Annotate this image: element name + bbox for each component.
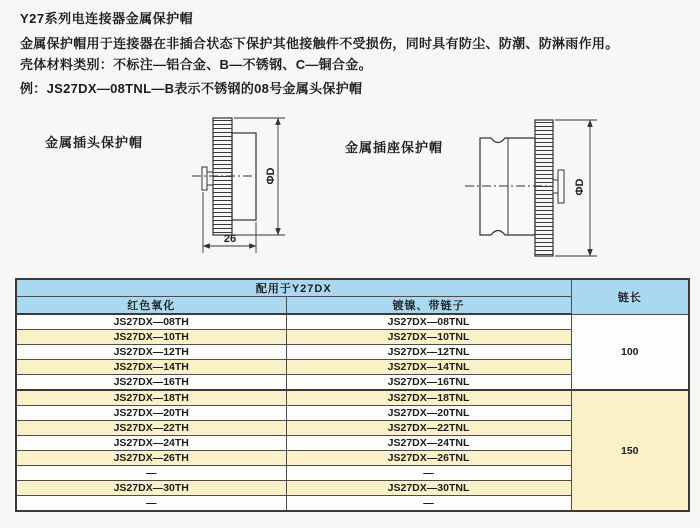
col-header-nickel-chain: 镀镍、带链子 (286, 297, 571, 315)
socket-diameter-dim: ΦD (574, 178, 586, 196)
plug-pin-head (202, 167, 207, 190)
plug-cap-drawing (190, 108, 300, 263)
table-row (16, 390, 689, 406)
plug-cap-label: 金属插头保护帽 (45, 135, 144, 150)
model-red: JS27DX—10TH (16, 330, 286, 345)
page-title: Y27系列电连接器金属保护帽 (20, 11, 194, 26)
socket-pin-head (558, 170, 564, 203)
model-nickel: JS27DX—14TNL (286, 360, 571, 375)
socket-knurl-ring (535, 120, 553, 256)
plug-diameter-dim: ΦD (265, 167, 277, 185)
model-nickel: JS27DX—24TNL (286, 436, 571, 451)
col-header-red-oxide: 红色氧化 (16, 297, 286, 315)
plug-pin-stem (207, 172, 213, 185)
model-nickel: JS27DX—20TNL (286, 406, 571, 421)
model-red: JS27DX—22TH (16, 421, 286, 436)
socket-pin-stem (553, 180, 558, 193)
description-line-1: 金属保护帽用于连接器在非插合状态下保护其他接触件不受损伤，同时具有防尘、防潮、防淋雨作用。 (20, 36, 619, 51)
model-nickel: — (286, 466, 571, 481)
model-red: JS27DX—20TH (16, 406, 286, 421)
model-nickel: JS27DX—12TNL (286, 345, 571, 360)
model-red: JS27DX—16TH (16, 375, 286, 391)
model-red: — (16, 496, 286, 512)
model-red: JS27DX—14TH (16, 360, 286, 375)
model-nickel: JS27DX—08TNL (286, 314, 571, 330)
model-nickel: JS27DX—16TNL (286, 375, 571, 391)
model-red: JS27DX—18TH (16, 390, 286, 406)
model-red: JS27DX—26TH (16, 451, 286, 466)
chain-length-150: 150 (571, 390, 689, 511)
plug-width-dim: 26 (223, 233, 237, 245)
model-nickel: JS27DX—26TNL (286, 451, 571, 466)
table-row (16, 314, 689, 330)
socket-cap-drawing (455, 106, 605, 266)
model-nickel: JS27DX—18TNL (286, 390, 571, 406)
model-nickel: — (286, 496, 571, 512)
selection-table (15, 278, 690, 512)
model-red: JS27DX—12TH (16, 345, 286, 360)
chain-length-100: 100 (571, 314, 689, 390)
model-red: JS27DX—08TH (16, 314, 286, 330)
model-nickel: JS27DX—22TNL (286, 421, 571, 436)
socket-cap-label: 金属插座保护帽 (345, 140, 444, 155)
description-line-2: 壳体材料类别：不标注—铝合金、B—不锈钢、C—铜合金。 (20, 57, 372, 72)
model-red: — (16, 466, 286, 481)
model-red: JS27DX—30TH (16, 481, 286, 496)
chain-length-header: 链长 (571, 279, 689, 314)
model-nickel: JS27DX—30TNL (286, 481, 571, 496)
example-line: 例：JS27DX—08TNL—B表示不锈钢的08号金属头保护帽 (20, 81, 363, 96)
model-nickel: JS27DX—10TNL (286, 330, 571, 345)
table-group-header: 配用于Y27DX (16, 279, 571, 297)
model-red: JS27DX—24TH (16, 436, 286, 451)
